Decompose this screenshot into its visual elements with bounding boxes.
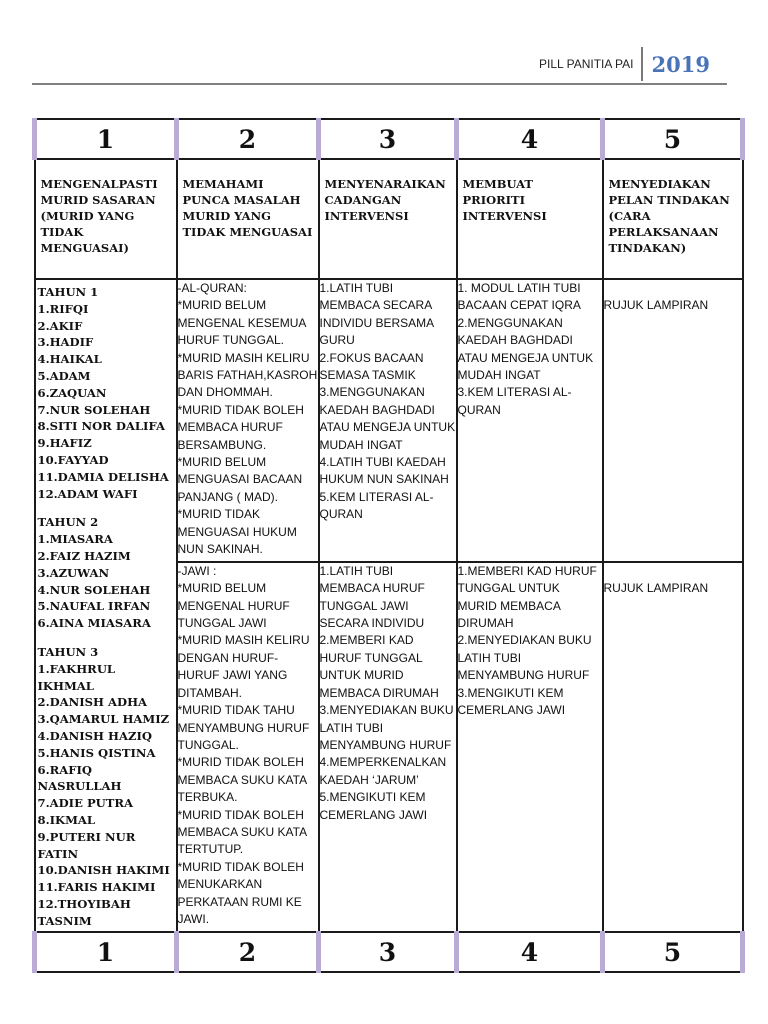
- cell-line: 5.MENGIKUTI KEM CEMERLANG JAWI: [319, 790, 428, 822]
- column-number: 3: [319, 119, 457, 159]
- cell-line: 3.MENGGUNAKAN KAEDAH BAGHDADI ATAU MENGEJA UNTUK MUDAH INGAT: [319, 385, 456, 452]
- cell-line: *MURID TIDAK BOLEH MEMBACA HURUF BERSAMBUNG.: [177, 402, 304, 452]
- student-name: 11.DAMIA DELISHA: [37, 469, 169, 484]
- causes-cell: [177, 562, 319, 933]
- cell-line: 2.MEMBERI KAD HURUF TUNGGAL UNTUK MURID MEMBACA DIRUMAH: [319, 633, 439, 700]
- cell-line: *MURID BELUM MENGENAL KESEMUA HURUF TUNGGAL.: [177, 298, 306, 348]
- cell-line: 3.MENYEDIAKAN BUKU LATIH TUBI MENYAMBUNG HURUF: [319, 703, 454, 752]
- column-heading: MENYEDIAKAN PELAN TINDAKAN (CARA PERLAKSANAAN TINDAKAN): [603, 159, 743, 279]
- student-name: 9.HAFIZ: [37, 436, 92, 451]
- cell-line: 2.FOKUS BACAAN SEMASA TASMIK: [319, 350, 424, 383]
- header-separator: [641, 47, 643, 81]
- column-number: 2: [177, 119, 319, 159]
- cell-line: -AL-QURAN:: [177, 281, 247, 295]
- cell-line: *MURID TIDAK MENGUASAI HUKUM NUN SAKINAH.: [177, 507, 297, 557]
- cell-line: 4.LATIH TUBI KAEDAH HUKUM NUN SAKINAH: [319, 455, 449, 487]
- student-name: 10.DANISH HAKIMI: [37, 863, 170, 878]
- cell-line: -JAWI :: [177, 563, 217, 578]
- action-plan-text: RUJUK LAMPIRAN: [603, 298, 709, 312]
- header-label: PILL PANITIA PAI: [539, 57, 634, 71]
- cell-line: 1.MEMBERI KAD HURUF TUNGGAL UNTUK MURID MEMBACA DIRUMAH: [457, 563, 597, 631]
- student-group: [38, 644, 174, 930]
- student-name: 10.FAYYAD: [37, 452, 109, 467]
- column-number: 5: [603, 932, 743, 972]
- causes-cell: [177, 279, 319, 562]
- table-row: [35, 279, 743, 562]
- student-name: 6.AINA MIASARA: [37, 616, 151, 631]
- interventions-cell: [319, 562, 457, 933]
- cell-line: 3.KEM LITERASI AL-QURAN: [457, 385, 572, 417]
- student-name: 4.DANISH HAZIQ: [37, 728, 152, 743]
- cell-line: 5.KEM LITERASI AL-QURAN: [319, 489, 434, 522]
- target-students-cell: [35, 279, 177, 932]
- column-heading-row: [35, 159, 743, 279]
- student-name: 7.NUR SOLEHAH: [37, 402, 151, 417]
- student-name: 5.NAUFAL IRFAN: [37, 599, 151, 614]
- header-rule: [32, 83, 727, 85]
- student-name: 3.AZUWAN: [37, 565, 110, 580]
- cell-line: *MURID TIDAK BOLEH MEMBACA SUKU KATA TERTUTUP.: [177, 807, 307, 857]
- column-number: 1: [35, 932, 177, 972]
- column-number: 4: [457, 932, 603, 972]
- student-name: 1.FAKHRUL IKHMAL: [37, 661, 116, 693]
- column-number-row-bottom: [35, 932, 743, 972]
- priorities-cell: [457, 279, 603, 562]
- student-name: 2.DANISH ADHA: [37, 695, 148, 710]
- column-heading: MEMBUAT PRIORITI INTERVENSI: [457, 159, 603, 279]
- cell-line: *MURID TIDAK BOLEH MEMBACA SUKU KATA TERBUKA.: [177, 755, 307, 805]
- cell-line: *MURID BELUM MENGENAL HURUF TUNGGAL JAWI: [177, 581, 290, 631]
- student-name: 3.HADIF: [37, 335, 94, 350]
- student-name: 6.ZAQUAN: [37, 385, 107, 400]
- student-name: 3.QAMARUL HAMIZ: [37, 712, 170, 727]
- action-plan-cell: [603, 562, 743, 933]
- cell-line: 1.LATIH TUBI MEMBACA SECARA INDIVIDU BERSAMA GURU: [319, 281, 434, 348]
- column-number: 3: [319, 932, 457, 972]
- cell-line: 4.MEMPERKENALKAN KAEDAH ‘JARUM’: [319, 755, 447, 787]
- student-name: 7.ADIE PUTRA: [37, 796, 134, 811]
- student-list: [36, 280, 176, 931]
- cell-line: *MURID BELUM MENGUASAI BACAAN PANJANG ( MAD).: [177, 455, 303, 504]
- cell-line: 2.MENGGUNAKAN KAEDAH BAGHDADI ATAU MENGEJA UNTUK MUDAH INGAT: [457, 315, 594, 383]
- student-name: 4.NUR SOLEHAH: [37, 582, 151, 597]
- student-group-title: TAHUN 2: [37, 515, 99, 530]
- student-name: 8.SITI NOR DALIFA: [37, 419, 166, 434]
- student-name: 5.HANIS QISTINA: [37, 745, 156, 760]
- student-name: 11.FARIS HAKIMI: [37, 880, 156, 895]
- student-name: 8.IKMAL: [37, 812, 96, 827]
- cell-line: 1.LATIH TUBI MEMBACA HURUF TUNGGAL JAWI SECARA INDIVIDU: [319, 563, 425, 631]
- column-number-row-top: [35, 119, 743, 159]
- column-number: 2: [177, 932, 319, 972]
- student-name: 4.HAIKAL: [37, 352, 102, 367]
- priorities-cell: [457, 562, 603, 933]
- column-heading: MEMAHAMI PUNCA MASALAH MURID YANG TIDAK MENGUASAI: [177, 159, 319, 279]
- student-group: [38, 284, 174, 502]
- student-name: 6.RAFIQ NASRULLAH: [37, 762, 122, 794]
- column-heading: MENGENALPASTI MURID SASARAN (MURID YANG TIDAK MENGUASAI): [35, 159, 177, 279]
- plan-table: [32, 118, 745, 973]
- student-name: 12.ADAM WAFI: [37, 486, 138, 501]
- student-name: 2.FAIZ HAZIM: [37, 548, 131, 563]
- column-number: 4: [457, 119, 603, 159]
- column-number: 5: [603, 119, 743, 159]
- interventions-cell: [319, 279, 457, 562]
- cell-line: *MURID TIDAK BOLEH MENUKARKAN PERKATAAN RUMI KE JAWI.: [177, 859, 304, 926]
- student-group-title: TAHUN 1: [37, 285, 99, 299]
- cell-line: *MURID MASIH KELIRU BARIS FATHAH,KASROH DAN DHOMMAH.: [177, 350, 318, 400]
- cell-line: 3.MENGIKUTI KEM CEMERLANG JAWI: [457, 685, 566, 718]
- cell-line: *MURID TIDAK TAHU MENYAMBUNG HURUF TUNGGAL.: [177, 703, 310, 752]
- student-name: 1.MIASARA: [37, 532, 113, 547]
- student-group-title: TAHUN 3: [37, 644, 99, 659]
- student-name: 9.PUTERI NUR FATIN: [37, 829, 136, 861]
- cell-line: 1. MODUL LATIH TUBI BACAAN CEPAT IQRA: [457, 281, 581, 313]
- student-name: 5.ADAM: [37, 368, 91, 383]
- action-plan-cell: [603, 279, 743, 562]
- header-year: 2019: [651, 51, 710, 77]
- action-plan-text: RUJUK LAMPIRAN: [603, 580, 709, 595]
- cell-line: *MURID MASIH KELIRU DENGAN HURUF-HURUF JAWI YANG DITAMBAH.: [177, 633, 310, 700]
- student-name: 1.RIFQI: [37, 301, 89, 316]
- cell-line: 2.MENYEDIAKAN BUKU LATIH TUBI MENYAMBUNG HURUF: [457, 633, 592, 683]
- page-header: [539, 50, 710, 78]
- student-group: [38, 514, 174, 632]
- column-heading: MENYENARAIKAN CADANGAN INTERVENSI: [319, 159, 457, 279]
- student-name: 2.AKIF: [37, 318, 83, 333]
- column-number: 1: [35, 119, 177, 159]
- student-name: 12.THOYIBAH TASNIM: [37, 896, 131, 928]
